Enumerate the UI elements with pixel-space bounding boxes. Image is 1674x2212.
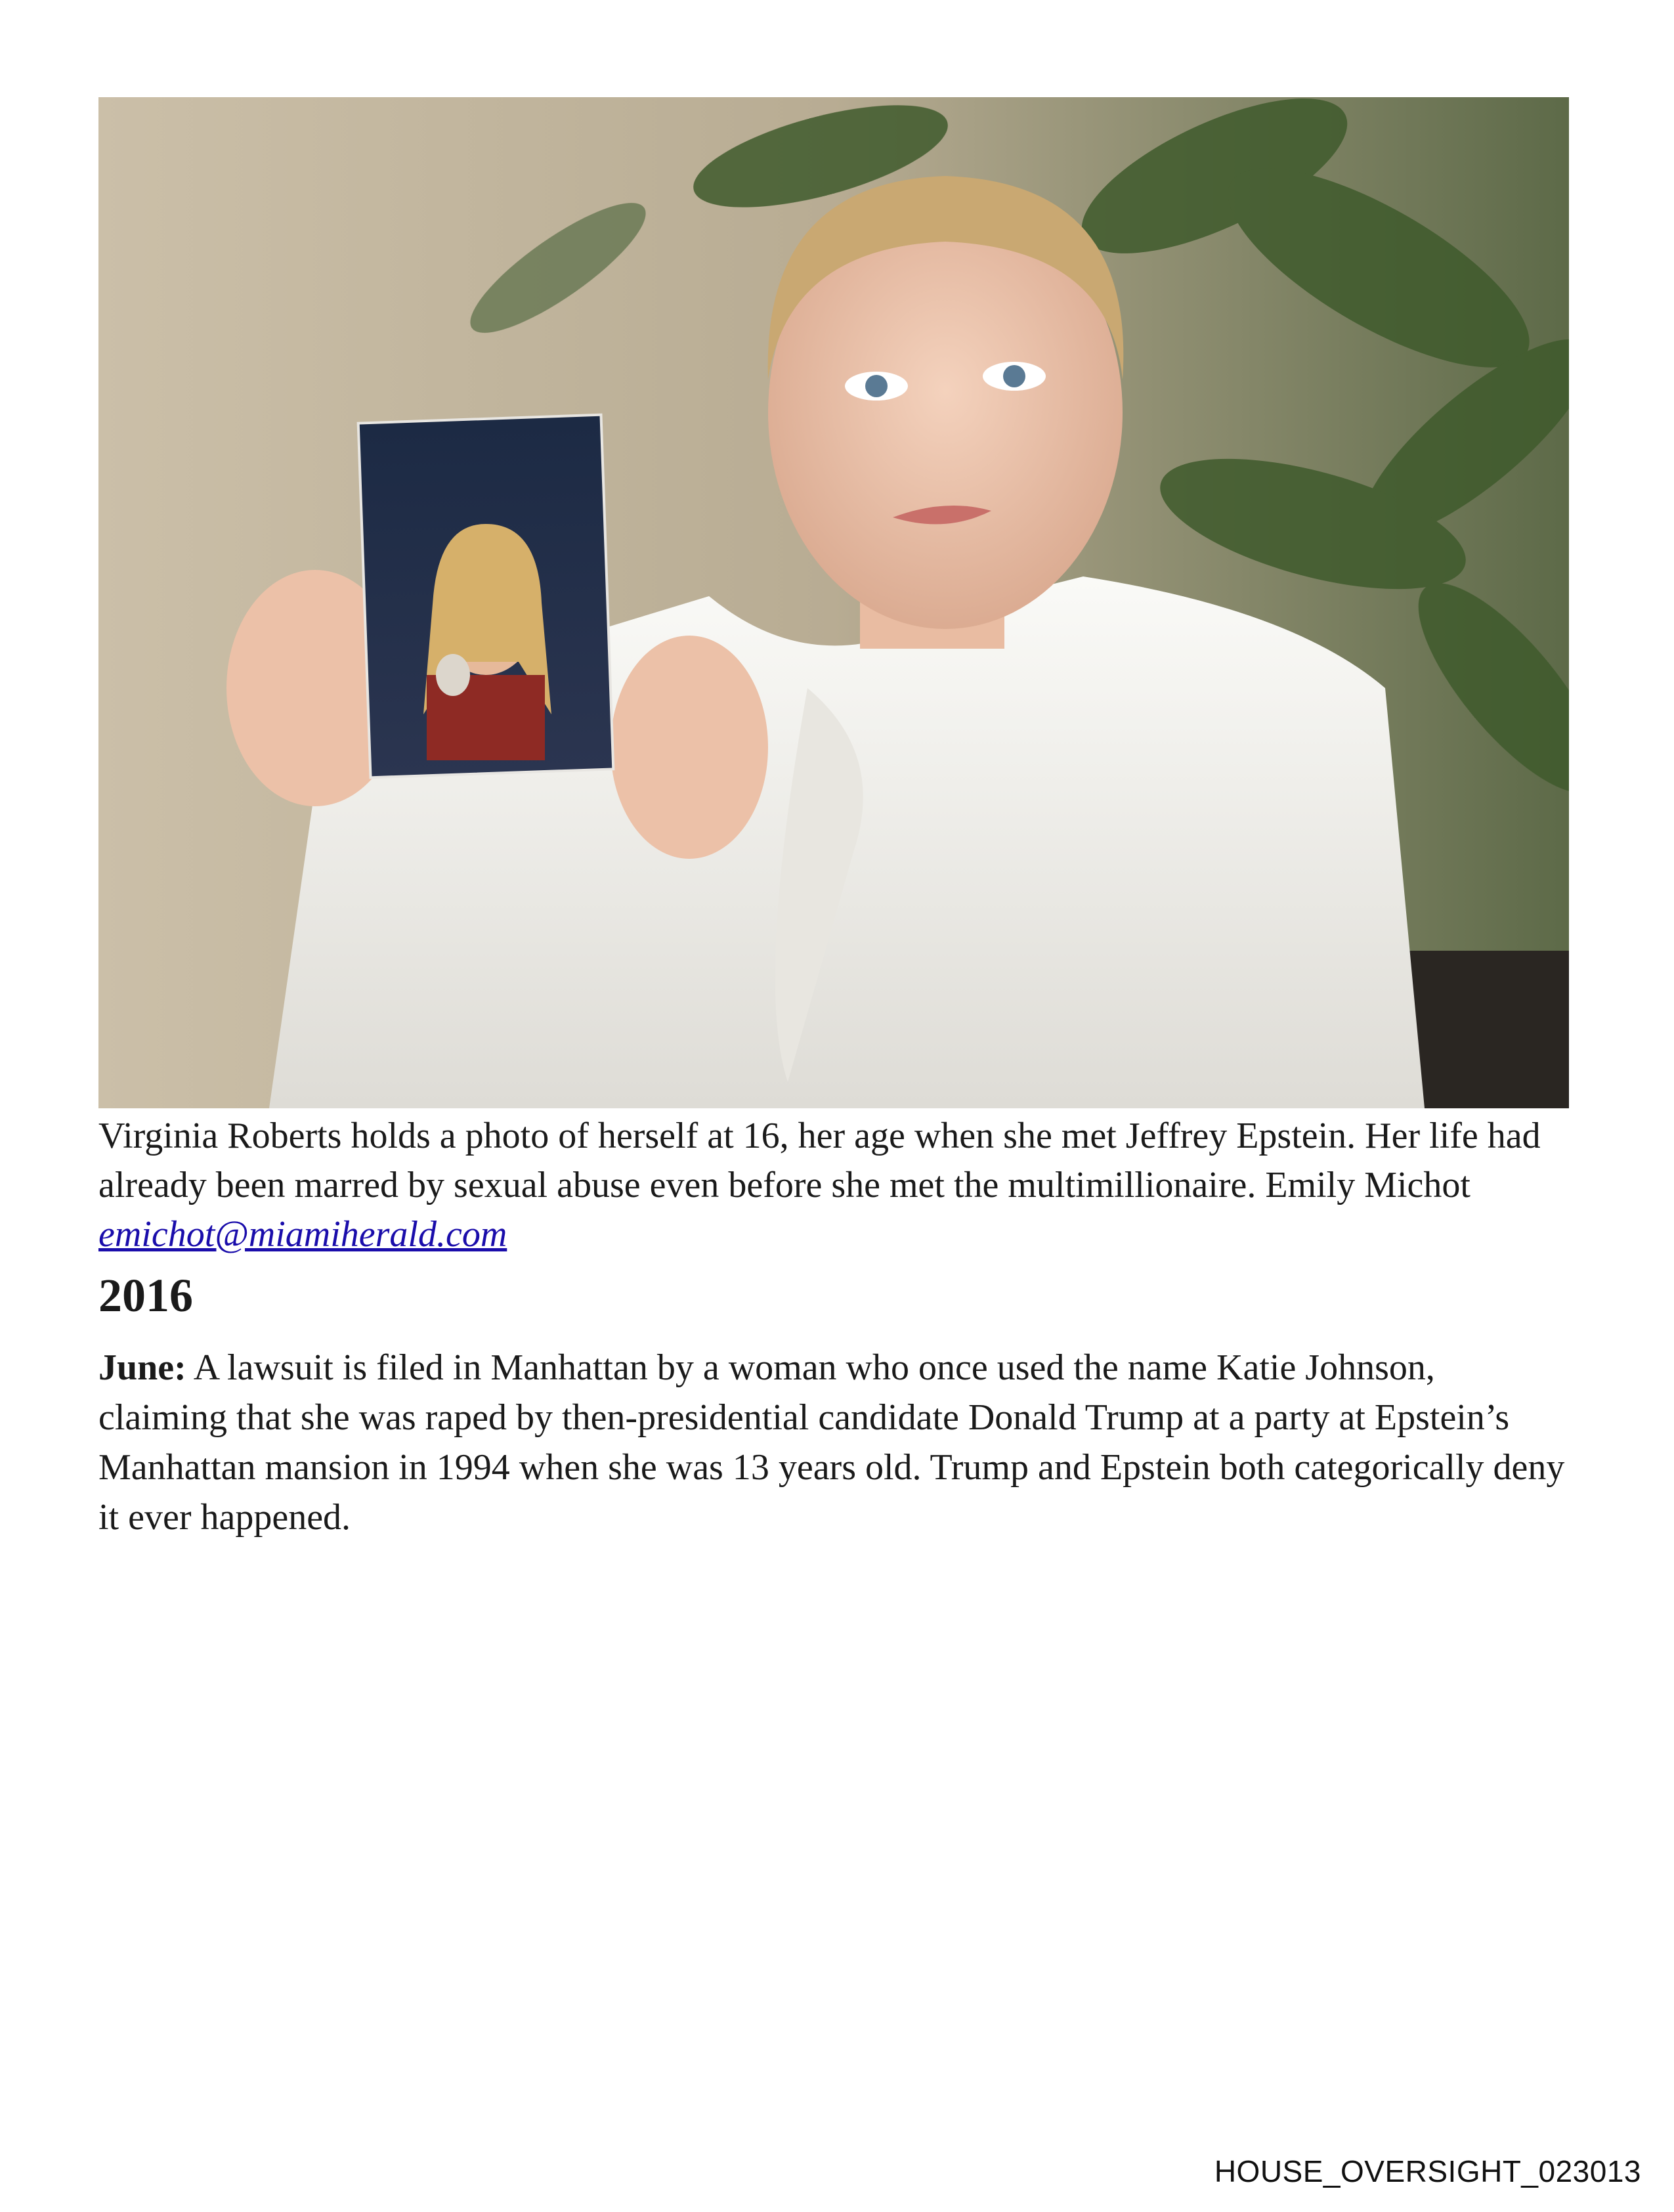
credit-email-link[interactable]: emichot@miamiherald.com [98,1214,507,1255]
timeline-entry [98,1343,1569,1542]
news-photo [98,97,1569,1108]
document-id: HOUSE_OVERSIGHT_023013 [1214,2154,1641,2188]
year-heading: 2016 [98,1269,193,1322]
entry-text: A lawsuit is filed in Manhattan by a woman who once used the name Katie Johnson, claiming that she was raped by then-presidential candidate Donald Trump at a party at Epstein’s Manhattan mansion in 1994 when she was 13 years old. Trump and Epstein both categorically deny it ever happened. [98,1347,1565,1538]
held-snapshot [358,415,614,778]
photo-caption [98,1112,1569,1259]
entry-label: June: [98,1347,186,1388]
caption-text: Virginia Roberts holds a photo of herself at 16, her age when she met Jeffrey Epstein. Her life had already been marred by sexual abuse even before she met the multimillionaire. Emily Michot [98,1116,1541,1205]
right-hand [611,636,768,859]
